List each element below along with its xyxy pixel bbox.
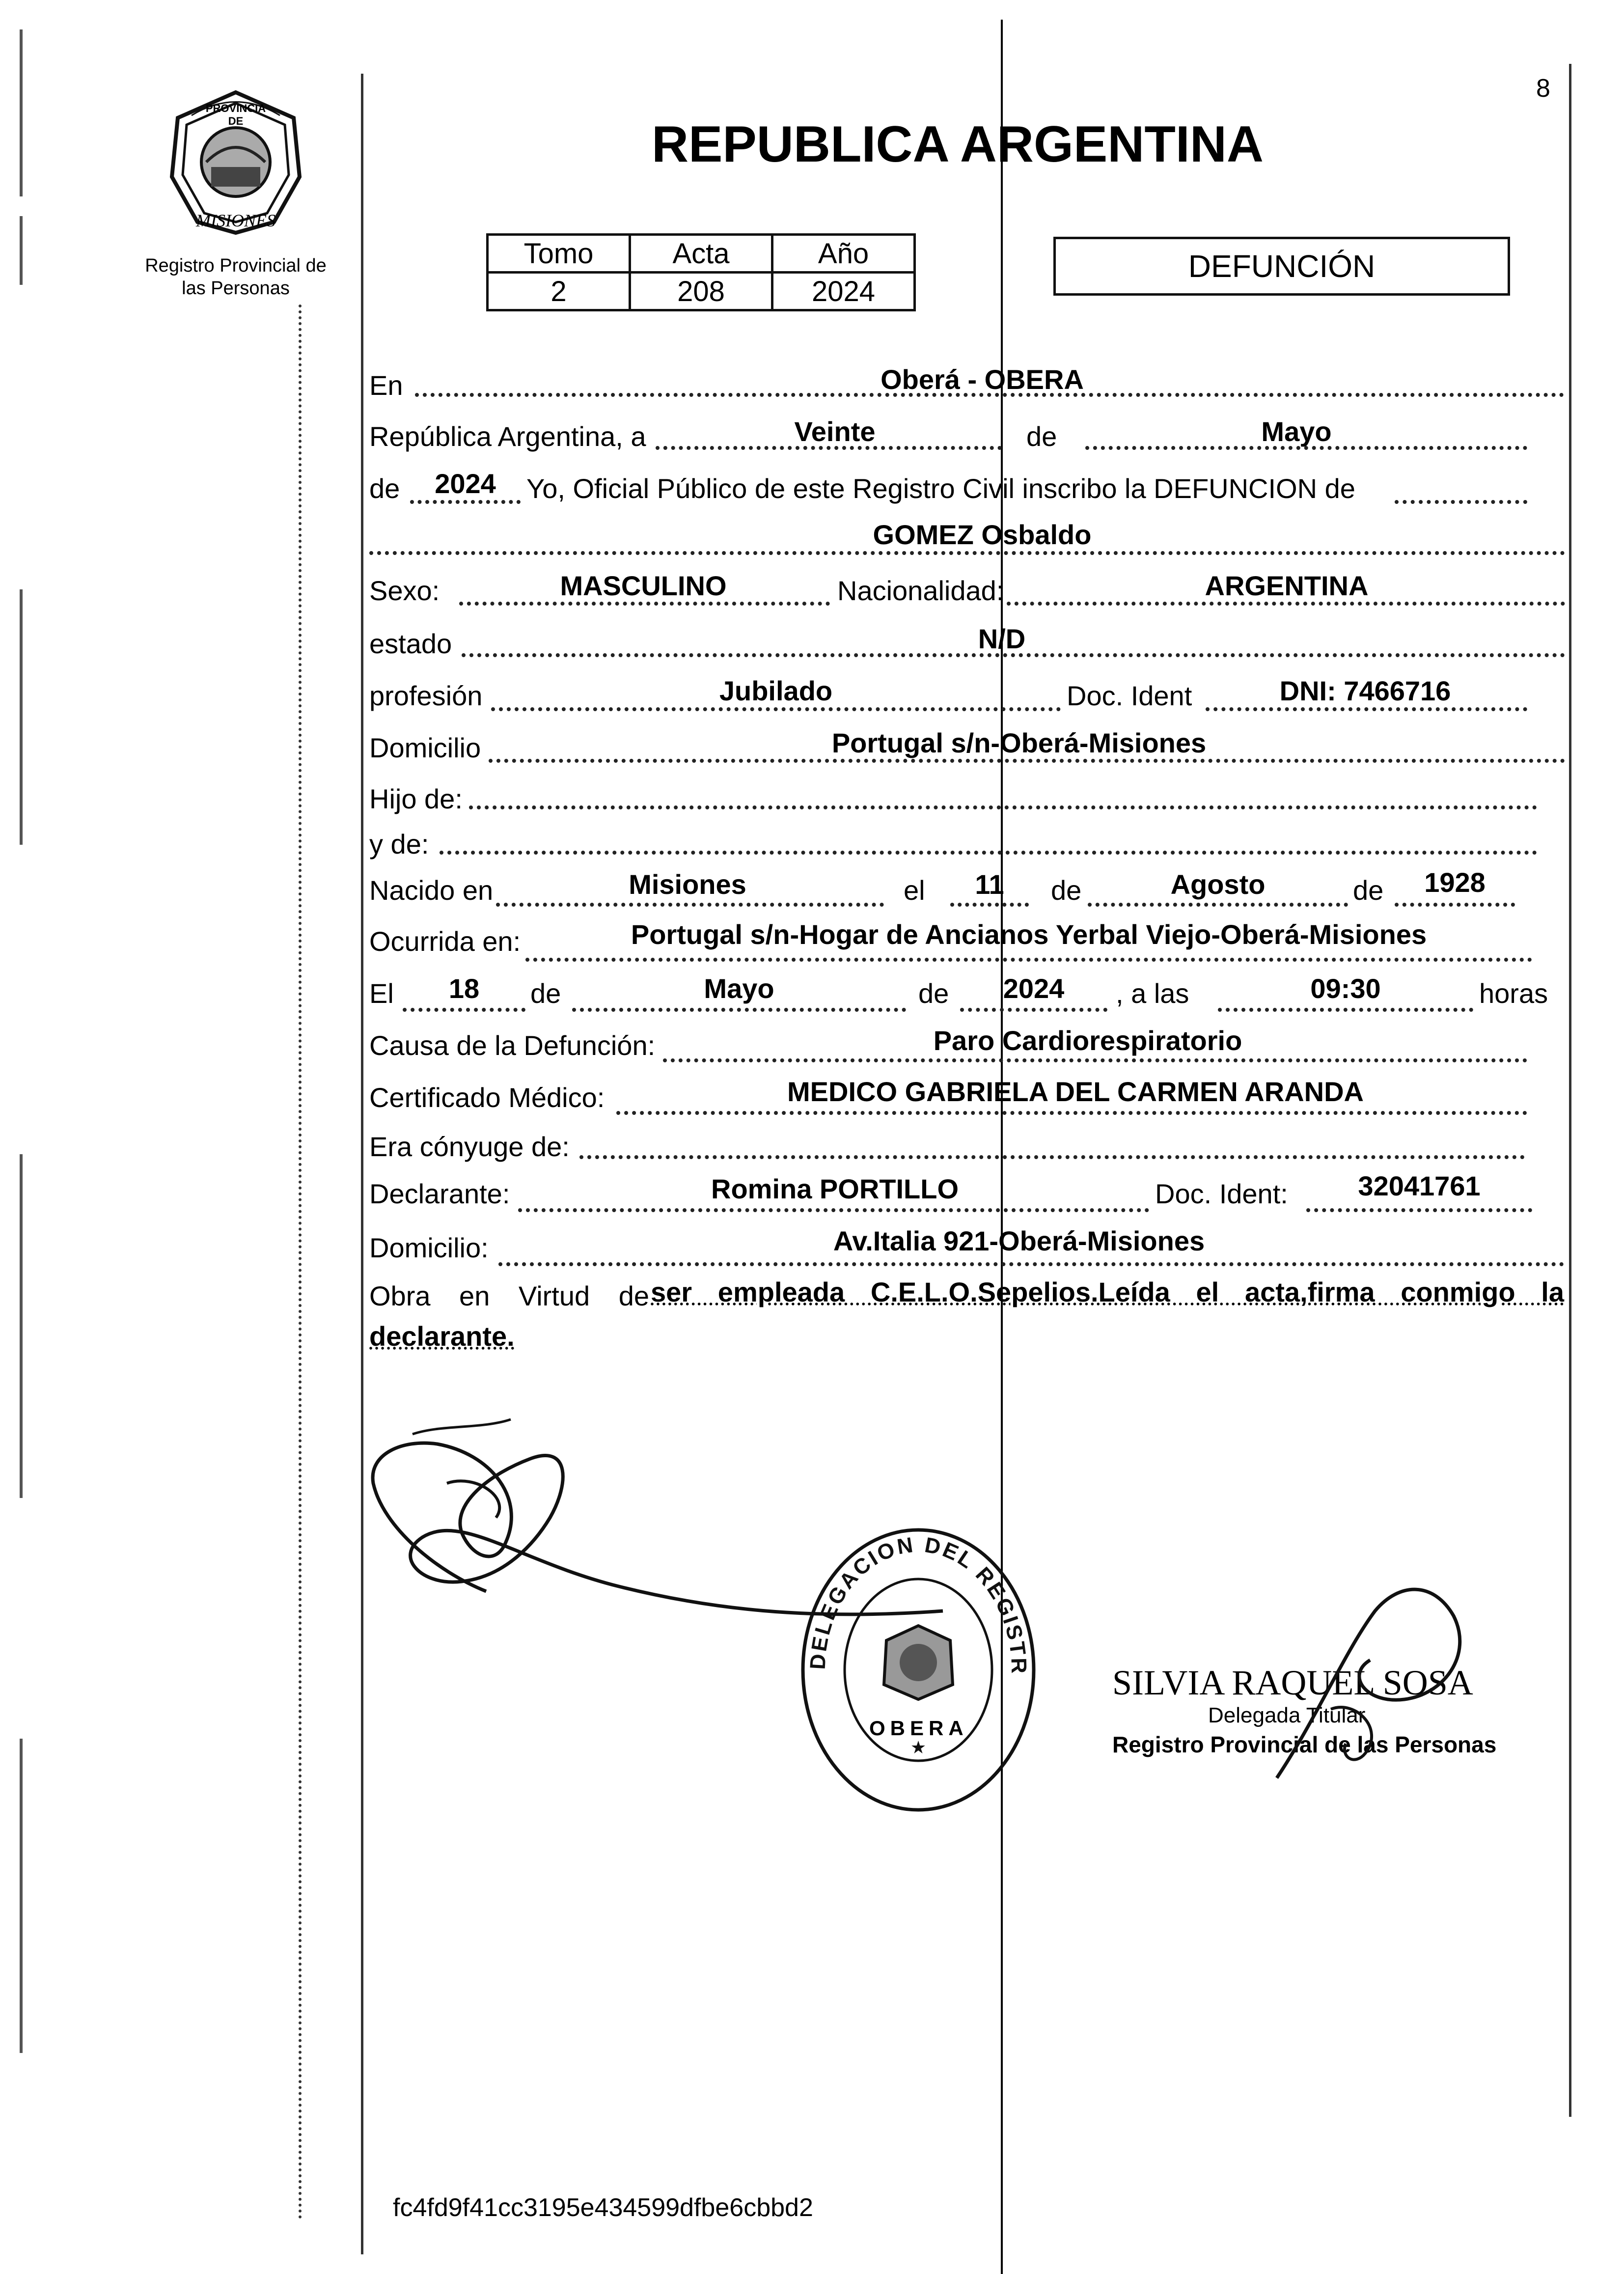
docident-dots xyxy=(1206,707,1527,711)
fold-line xyxy=(1001,20,1003,2274)
death-year: 2024 xyxy=(1003,973,1065,1004)
certificado-dots xyxy=(616,1111,1527,1115)
profesion-label: profesión xyxy=(369,680,483,711)
provincial-logo xyxy=(162,88,309,236)
official-title: Delegada Titular xyxy=(1208,1703,1366,1727)
death-year-dots xyxy=(960,1008,1107,1012)
estado-value: N/D xyxy=(978,623,1026,654)
horas-label: horas xyxy=(1479,978,1548,1009)
de-label-3: de xyxy=(1051,875,1082,906)
domicilio-value: Portugal s/n-Oberá-Misiones xyxy=(831,727,1207,758)
logo-text-top: PROVINCIA DE xyxy=(205,102,266,127)
nacido-dots xyxy=(496,903,884,907)
left-margin-rule xyxy=(361,74,363,2254)
official-office: Registro Provincial de las Personas xyxy=(1112,1732,1497,1757)
causa-label: Causa de la Defunción: xyxy=(369,1030,656,1061)
birth-year-dots xyxy=(1395,903,1515,907)
decl-doc-label: Doc. Ident: xyxy=(1155,1178,1288,1209)
hijo-dots xyxy=(469,805,1537,809)
yde-label: y de: xyxy=(369,829,429,860)
year-dots xyxy=(410,500,521,504)
estado-label: estado xyxy=(369,628,452,659)
el2-label: El xyxy=(369,978,394,1009)
en-label: En xyxy=(369,370,403,401)
value-tomo: 2 xyxy=(488,273,630,310)
svg-text:★: ★ xyxy=(910,1737,927,1757)
death-time: 09:30 xyxy=(1310,973,1381,1004)
record-table xyxy=(486,233,916,311)
death-month: Mayo xyxy=(704,973,774,1004)
month-text: Mayo xyxy=(1261,416,1332,447)
domicilio-label: Domicilio xyxy=(369,732,481,763)
record-table-header-row xyxy=(488,235,915,273)
obra-value-line-2: declarante. xyxy=(369,1321,515,1352)
birth-day: 11 xyxy=(975,869,1004,900)
conyuge-dots xyxy=(579,1155,1525,1159)
en-value: Oberá - OBERA xyxy=(881,364,1084,395)
scan-margin-mark xyxy=(20,1154,23,1498)
alas-label: , a las xyxy=(1116,978,1189,1009)
header-tomo: Tomo xyxy=(488,235,630,273)
year-value: 2024 xyxy=(435,468,496,499)
value-anio: 2024 xyxy=(772,273,915,310)
nacido-label: Nacido en xyxy=(369,875,494,906)
domicilio-dots xyxy=(489,759,1565,763)
scan-margin-mark xyxy=(20,1739,23,2053)
scan-margin-mark xyxy=(20,216,23,285)
doc-type-box: DEFUNCIÓN xyxy=(1053,237,1510,296)
official-seal xyxy=(796,1523,1041,1817)
page-title: REPUBLICA ARGENTINA xyxy=(651,116,1264,173)
yde-dots xyxy=(440,851,1537,855)
right-margin-rule xyxy=(1569,64,1571,2117)
obra-label: Obra en Virtud de xyxy=(369,1280,649,1311)
ocurrida-label: Ocurrida en: xyxy=(369,926,521,957)
birth-day-dots xyxy=(950,903,1029,907)
official-name: SILVIA RAQUEL SOSA xyxy=(1112,1663,1473,1702)
conyuge-label: Era cónyuge de: xyxy=(369,1131,570,1162)
header-acta: Acta xyxy=(630,235,772,273)
deceased-name: GOMEZ Osbaldo xyxy=(873,519,1092,550)
certificado-value: MEDICO GABRIELA DEL CARMEN ARANDA xyxy=(787,1076,1364,1107)
page-number: 8 xyxy=(1536,74,1550,103)
obra-value-line-1: ser empleada C.E.L.O.Sepelios.Leída el acta,firma conmigo la xyxy=(651,1276,1564,1307)
header-anio: Año xyxy=(772,235,915,273)
scan-margin-mark xyxy=(20,589,23,845)
office-line-2: las Personas xyxy=(182,278,290,299)
certificado-label: Certificado Médico: xyxy=(369,1082,605,1113)
office-line-1: Registro Provincial de xyxy=(145,255,327,276)
de-label-1: de xyxy=(1026,421,1057,452)
scan-margin-mark xyxy=(20,29,23,196)
day-text: Veinte xyxy=(794,416,876,447)
document-hash: fc4fd9f41cc3195e434599dfbe6cbbd2 xyxy=(393,2193,813,2222)
causa-dots xyxy=(663,1058,1527,1062)
decl-domicilio-label: Domicilio: xyxy=(369,1232,489,1263)
seal-ring-text: DELEGACION DEL REGISTR xyxy=(805,1532,1031,1676)
death-time-dots xyxy=(1218,1008,1473,1012)
inner-margin-rule xyxy=(299,305,302,2220)
death-month-dots xyxy=(572,1008,906,1012)
decl-doc-value: 32041761 xyxy=(1358,1170,1481,1201)
nacionalidad-value: ARGENTINA xyxy=(1205,570,1369,601)
el-label: el xyxy=(904,875,925,906)
declarante-label: Declarante: xyxy=(369,1178,510,1209)
ocurrida-dots xyxy=(525,958,1532,962)
death-day: 18 xyxy=(448,973,480,1004)
rep-label: República Argentina, a xyxy=(369,421,646,452)
sexo-dots xyxy=(459,602,830,606)
nacido-value: Misiones xyxy=(629,869,746,900)
ocurrida-value: Portugal s/n-Hogar de Ancianos Yerbal Viejo-Oberá-Misiones xyxy=(631,919,1427,950)
official-signature xyxy=(1257,1572,1483,1798)
docident-value: DNI: 7466716 xyxy=(1279,675,1451,706)
nacionalidad-dots xyxy=(1007,602,1565,606)
birth-month: Agosto xyxy=(1170,869,1266,900)
decl-doc-dots xyxy=(1306,1208,1532,1212)
sexo-label: Sexo: xyxy=(369,575,440,606)
sexo-value: MASCULINO xyxy=(560,570,727,601)
record-table-value-row xyxy=(488,273,915,310)
declarante-dots xyxy=(518,1208,1149,1212)
logo-text-bottom: MISIONES xyxy=(196,211,275,230)
decl-domicilio-dots xyxy=(498,1262,1564,1266)
birth-year: 1928 xyxy=(1424,867,1486,898)
hijo-label: Hijo de: xyxy=(369,783,463,814)
nacionalidad-label: Nacionalidad: xyxy=(837,575,1004,606)
birth-month-dots xyxy=(1088,903,1348,907)
causa-value: Paro Cardiorespiratorio xyxy=(933,1025,1242,1056)
deceased-dots xyxy=(369,551,1565,555)
profesion-value: Jubilado xyxy=(719,675,833,706)
profesion-dots xyxy=(491,707,1061,711)
seal-city: OBERA xyxy=(869,1717,968,1740)
declarante-value: Romina PORTILLO xyxy=(711,1173,959,1204)
decl-domicilio-value: Av.Italia 921-Oberá-Misiones xyxy=(833,1225,1205,1256)
value-acta: 208 xyxy=(630,273,772,310)
de-label-6: de xyxy=(918,978,949,1009)
inscribe-dots xyxy=(1395,500,1527,504)
docident-label: Doc. Ident xyxy=(1067,680,1192,711)
de-label-5: de xyxy=(530,978,561,1009)
de-label-4: de xyxy=(1353,875,1384,906)
death-day-dots xyxy=(403,1008,525,1012)
de-label-2: de xyxy=(369,473,400,504)
inscribe-text: Yo, Oficial Público de este Registro Civil inscribo la DEFUNCION de xyxy=(526,473,1355,504)
